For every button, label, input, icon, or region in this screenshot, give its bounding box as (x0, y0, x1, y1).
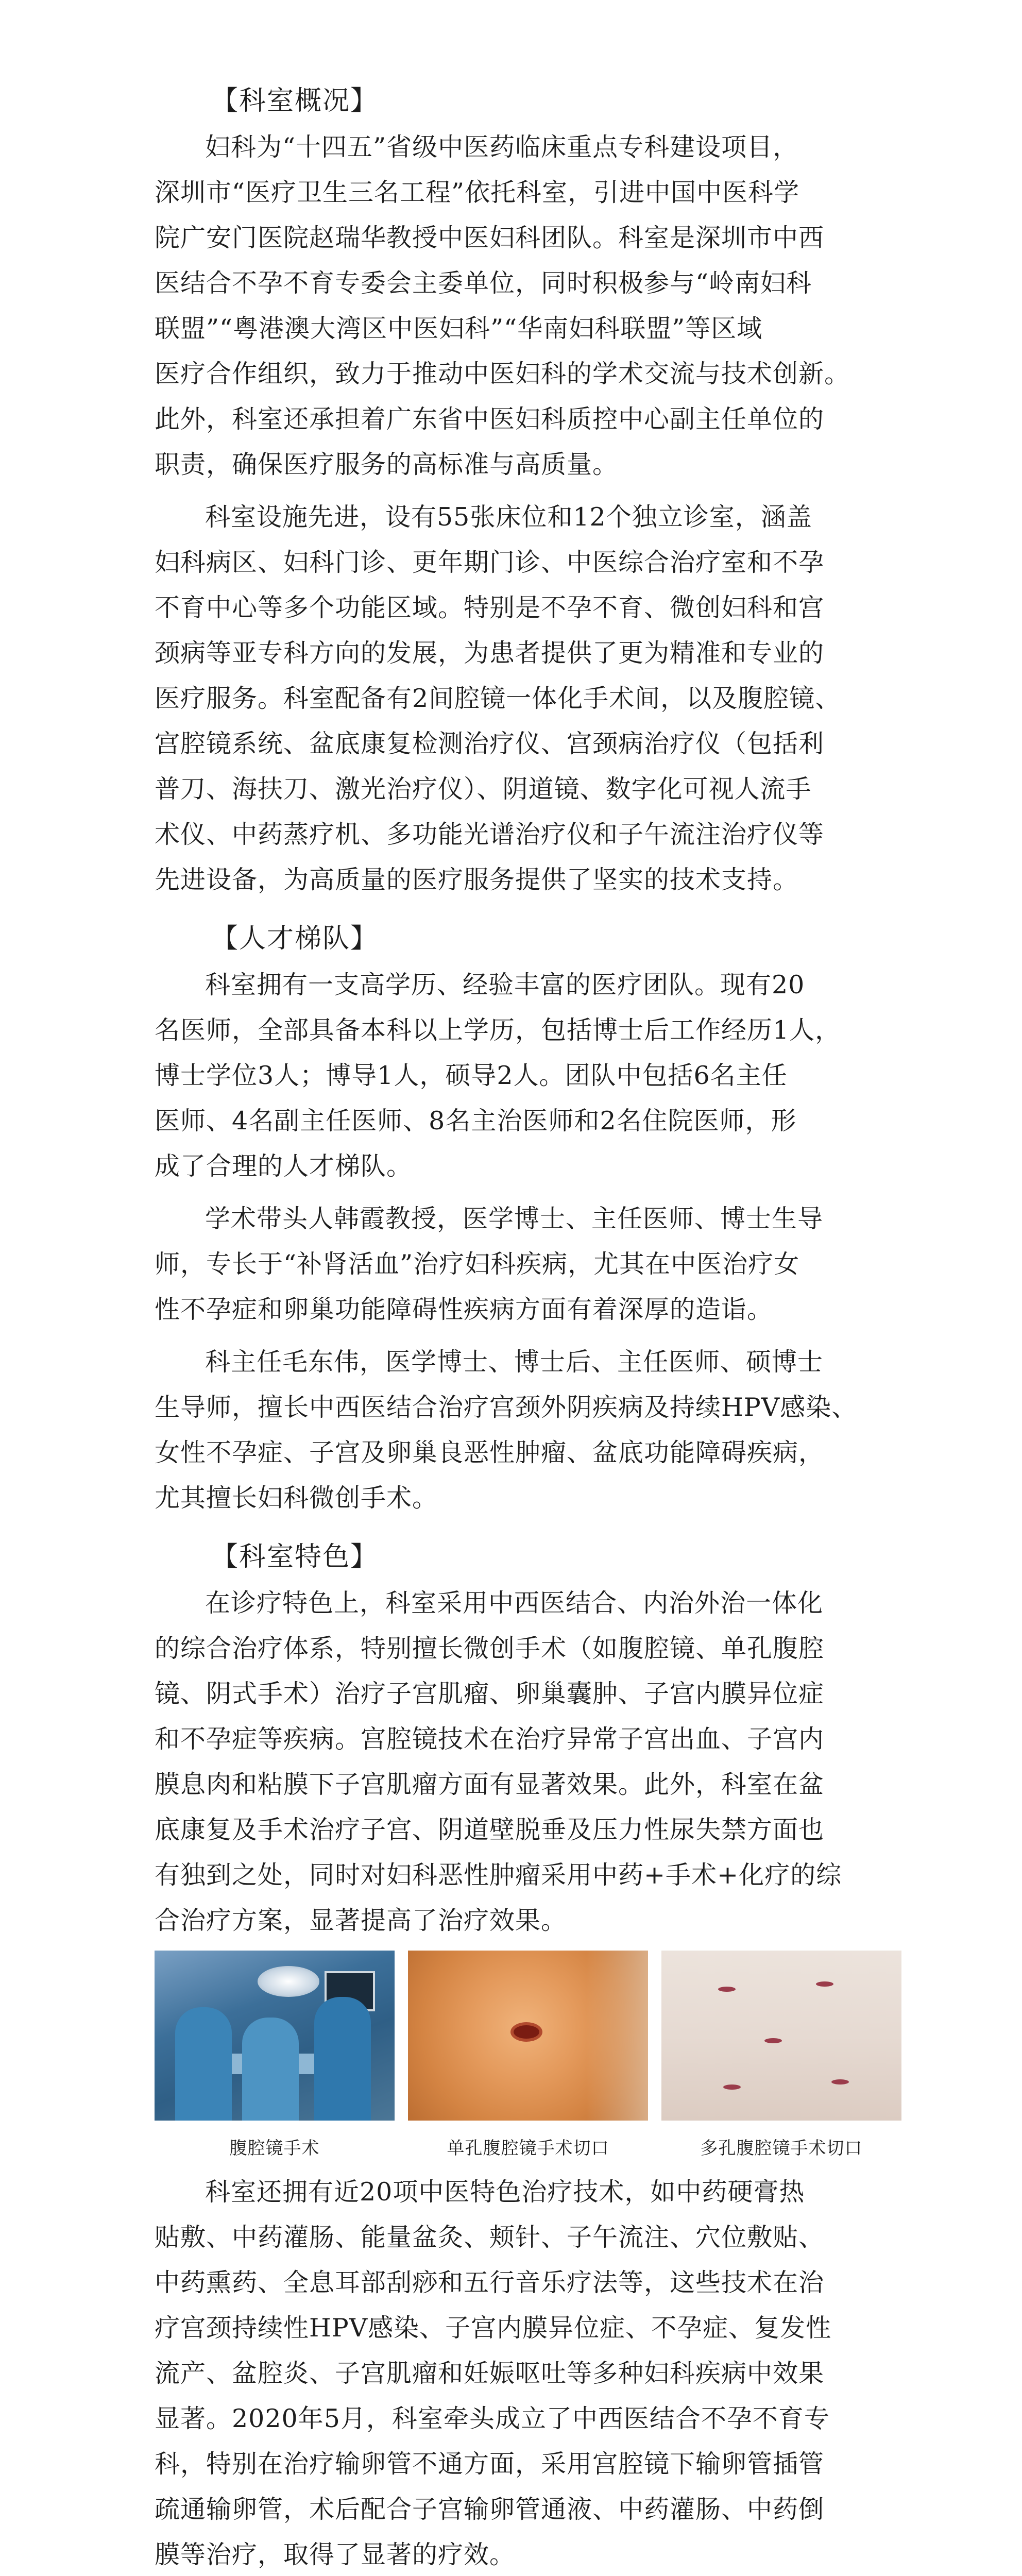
text-line: 医疗合作组织，致力于推动中医妇科的学术交流与技术创新。 (155, 359, 850, 388)
section-overview (155, 77, 896, 903)
text-line: 流产、盆腔炎、子宫肌瘤和妊娠呕吐等多种妇科疾病中效果 (155, 2359, 825, 2388)
text-line: 科室设施先进，设有55张床位和12个独立诊室，涵盖 (205, 502, 812, 532)
features-paragraph-2 (155, 2170, 896, 2576)
text-line: 医结合不孕不育专委会主委单位，同时积极参与“岭南妇科 (155, 268, 812, 298)
text-line: 颈病等亚专科方向的发展，为患者提供了更为精准和专业的 (155, 638, 825, 668)
figure-caption: 腹腔镜手术 (229, 2138, 320, 2159)
talent-paragraph-3 (155, 1340, 896, 1521)
talent-paragraph-1 (155, 962, 896, 1189)
laparoscopic-surgery-photo (155, 1951, 395, 2121)
text-line: 博士学位3人；博导1人，硕导2人。团队中包括6名主任 (155, 1061, 788, 1090)
figure-caption: 多孔腹腔镜手术切口 (700, 2138, 863, 2159)
text-line: 科室拥有一支高学历、经验丰富的医疗团队。现有20 (205, 970, 805, 999)
text-line: 宫腔镜系统、盆底康复检测治疗仪、宫颈病治疗仪（包括利 (155, 729, 825, 758)
text-line: 医师、4名副主任医师、8名主治医师和2名住院医师，形 (155, 1106, 797, 1136)
text-line: 性不孕症和卵巢功能障碍性疾病方面有着深厚的造诣。 (155, 1295, 773, 1324)
overview-paragraph-2 (155, 495, 896, 903)
text-line: 院广安门医院赵瑞华教授中医妇科团队。科室是深圳市中西 (155, 223, 825, 252)
section-heading: 【科室特色】 (211, 1541, 379, 1572)
overview-paragraph-1 (155, 125, 896, 487)
text-line: 成了合理的人才梯队。 (155, 1151, 413, 1181)
text-line: 师，专长于“补肾活血”治疗妇科疾病，尤其在中医治疗女 (155, 1249, 800, 1279)
text-line: 联盟”“粤港澳大湾区中医妇科”“华南妇科联盟”等区域 (155, 314, 763, 343)
text-line: 贴敷、中药灌肠、能量盆灸、颊针、子午流注、穴位敷贴、 (155, 2223, 825, 2252)
figure (155, 1951, 395, 2159)
text-line: 生导师，擅长中西医结合治疗宫颈外阴疾病及持续HPV感染、 (155, 1393, 858, 1422)
text-line: 术仪、中药蒸疗机、多功能光谱治疗仪和子午流注治疗仪等 (155, 820, 825, 849)
text-line: 科主任毛东伟，医学博士、博士后、主任医师、硕博士 (205, 1347, 824, 1377)
text-line: 合治疗方案，显著提高了治疗效果。 (155, 1906, 567, 1935)
text-line: 先进设备，为高质量的医疗服务提供了坚实的技术支持。 (155, 865, 799, 894)
multi-port-incision-photo (661, 1951, 901, 2121)
text-line: 名医师，全部具备本科以上学历，包括博士后工作经历1人， (155, 1015, 841, 1045)
text-line: 不育中心等多个功能区域。特别是不孕不育、微创妇科和宫 (155, 593, 825, 622)
text-line: 普刀、海扶刀、激光治疗仪）、阴道镜、数字化可视人流手 (155, 774, 812, 804)
section-heading: 【科室概况】 (211, 86, 379, 116)
text-line: 膜等治疗，取得了显著的疗效。 (155, 2540, 516, 2569)
single-port-incision-photo (408, 1951, 648, 2121)
text-line: 有独到之处，同时对妇科恶性肿瘤采用中药+手术+化疗的综 (155, 1860, 842, 1890)
features-paragraph-1 (155, 1581, 896, 1943)
text-line: 显著。2020年5月，科室牵头成立了中西医结合不孕不育专 (155, 2404, 830, 2433)
text-line: 深圳市“医疗卫生三名工程”依托科室，引进中国中医科学 (155, 178, 800, 207)
text-line: 底康复及手术治疗子宫、阴道壁脱垂及压力性尿失禁方面也 (155, 1815, 825, 1844)
text-line: 学术带头人韩霞教授，医学博士、主任医师、博士生导 (205, 1204, 824, 1233)
text-line: 医疗服务。科室配备有2间腔镜一体化手术间，以及腹腔镜、 (155, 684, 841, 713)
talent-paragraph-2 (155, 1196, 896, 1332)
text-line: 膜息肉和粘膜下子宫肌瘤方面有显著效果。此外，科室在盆 (155, 1770, 825, 1799)
figure (408, 1951, 648, 2159)
text-line: 尤其擅长妇科微创手术。 (155, 1483, 438, 1513)
text-line: 和不孕症等疾病。宫腔镜技术在治疗异常子宫出血、子宫内 (155, 1724, 825, 1754)
text-line: 中药熏药、全息耳部刮痧和五行音乐疗法等，这些技术在治 (155, 2268, 825, 2297)
text-line: 镜、阴式手术）治疗子宫肌瘤、卵巢囊肿、子宫内膜异位症 (155, 1679, 825, 1708)
surgery-photo-strip (155, 1951, 896, 2159)
article (155, 77, 896, 2576)
text-line: 妇科病区、妇科门诊、更年期门诊、中医综合治疗室和不孕 (155, 548, 825, 577)
section-features (155, 1533, 896, 2576)
text-line: 科室还拥有近20项中医特色治疗技术，如中药硬膏热 (205, 2177, 805, 2207)
figure-caption: 单孔腹腔镜手术切口 (447, 2138, 609, 2159)
text-line: 疗宫颈持续性HPV感染、子宫内膜异位症、不孕症、复发性 (155, 2313, 832, 2343)
text-line: 在诊疗特色上，科室采用中西医结合、内治外治一体化 (205, 1588, 824, 1618)
text-line: 妇科为“十四五”省级中医药临床重点专科建设项目， (205, 132, 799, 162)
text-line: 职责，确保医疗服务的高标准与高质量。 (155, 450, 619, 479)
text-line: 此外，科室还承担着广东省中医妇科质控中心副主任单位的 (155, 404, 825, 434)
text-line: 科，特别在治疗输卵管不通方面，采用宫腔镜下输卵管插管 (155, 2449, 825, 2479)
text-line: 的综合治疗体系，特别擅长微创手术（如腹腔镜、单孔腹腔 (155, 1634, 825, 1663)
text-line: 女性不孕症、子宫及卵巢良恶性肿瘤、盆底功能障碍疾病， (155, 1438, 825, 1467)
text-line: 疏通输卵管，术后配合子宫输卵管通液、中药灌肠、中药倒 (155, 2495, 825, 2524)
section-heading: 【人才梯队】 (211, 923, 379, 954)
section-talent (155, 915, 896, 1521)
figure (661, 1951, 901, 2159)
